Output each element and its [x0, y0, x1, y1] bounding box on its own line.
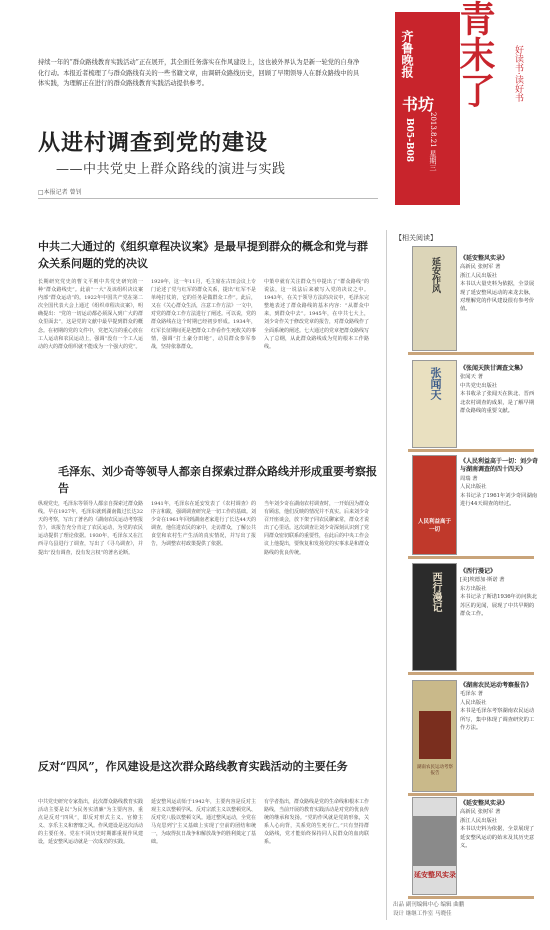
masthead-title: 青末了 — [454, 0, 496, 108]
book-title-1: 《延安整风实录》 — [460, 255, 509, 262]
book-author-2: 张闻天 著 — [460, 374, 483, 381]
shelf-3 — [408, 556, 534, 559]
section-heading-3: 反对“四风”，作风建设是这次群众路线教育实践活动的主要任务 — [38, 760, 348, 773]
book-cover-5-title: 湖南农民运动考察报告 — [417, 765, 453, 776]
book-info-2 — [460, 365, 538, 415]
intro-paragraph: 持续一年的“群众路线教育实践活动”正在展开，其全面任务落实在作风建设上，这也被外界认为是新一轮党的自身净化行动。本报近者梳理了与群众路线有关的一些书籍文章，由调研众路线历史，回顾了早期领导人在群众路线中的具体实践，为理解正在进行的群众路线教育实践活动提供参考。 — [38, 59, 360, 88]
section-2-column-3: 当年刘少奇在湖南农村调查时，一开始因为群众有顾虑，他们反映的情况并不真实。后来刘少奇召开座谈会，放下架子同农民聊家常，群众才说出了心里话。这次调查让刘少奇深刻认识到了党同群众密切联系的重要性，在此后的中央工作会议上他提出，要恢复和发扬党的实事求是和群众路线的优良传统。 — [264, 501, 369, 556]
book-title-6: 《延安整风实录》 — [460, 800, 509, 807]
book-author-6: 高新民 张树军 著 — [460, 809, 501, 816]
section-3-column-2: 延安整风运动始于1942年，主要内容是反对主观主义以整顿学风、反对宗派主义以整顿党风、反对党八股以整顿文风。通过整风运动，全党在马克思列宁主义基础上实现了空前的团结和统一，为取得抗日战争和解放战争的胜利奠定了基础。 — [151, 799, 256, 846]
book-info-6 — [460, 800, 538, 850]
masthead-title-box — [454, 0, 510, 108]
book-cover-4[interactable] — [412, 563, 457, 671]
masthead-tagline: 好读书·读好书 — [513, 45, 523, 102]
book-cover-3[interactable] — [412, 455, 457, 555]
shelf-5 — [408, 793, 534, 796]
book-title-2: 《张闻天陕甘调查文集》 — [460, 365, 527, 372]
book-info-5 — [460, 682, 538, 732]
footer-editor: 出品 副刊编辑中心 编辑 曲鹏 — [393, 902, 465, 908]
masthead-date: 2013.8.21 星期三 — [429, 112, 437, 171]
section-3-column-1: 中共党史研究专家指出，此次群众路线教育实践活动主要是以“为民务实清廉”为主要内容，重点是反对“四风”，即反对形式主义、官僚主义、享乐主义和奢靡之风。作风建设是这次活动的主要任务。党在不同历史时期都重视作风建设，延安整风运动就是一次成功的实践。 — [38, 799, 143, 846]
footer-design: 设计 继继工作室 马晓佳 — [393, 911, 452, 917]
book-desc-3: 本书记录了1961年刘少奇回湖南进行44天调查的经过。 — [460, 492, 538, 508]
book-cover-6-title: 延安整风实录 — [414, 870, 456, 879]
book-info-4 — [460, 568, 538, 618]
section-3-column-3: 有学者指出，群众路线是党的生命线和根本工作路线，当前开展的教育实践活动是对党的优良传统的继承和发扬。“党的作风就是党的形象，关系人心向背，关系党的生死存亡。”只有坚持群众路线，党才能始终保持同人民群众的血肉联系。 — [264, 799, 369, 846]
book-publisher-1: 浙江人民出版社 — [460, 272, 498, 279]
book-cover-3-title: 人民利益高于一切 — [417, 519, 451, 533]
book-cover-6[interactable] — [412, 797, 457, 895]
book-publisher-3: 人民出版社 — [460, 484, 487, 491]
book-desc-2: 本书收录了张闻天在陕北、晋西北农村调查的成果，是了解早期群众路线的重要文献。 — [460, 391, 535, 415]
book-desc-5: 本书是毛泽东考察湖南农民运动所写，集中体现了调查研究的工作方法。 — [460, 708, 535, 732]
section-1-column-1: 长期研究党史的曹文平则中共党史研究的一种“群众路线史”。此前“一大”及该组织决议案内部“群众运动”的。1922年中国共产党在第二次全国代表大会上通过《组织章程决议案》，明确提出：“党的一切运动都必须深入到广大的群众里面去”，这是党的文献中最早提到群众的概念。在初期的党的文件中，党把关注的重心放在工人运动和农民运动上，强调“没有一个工人运动的大的群众组织就不能成为一个强大的党”。 — [38, 279, 143, 350]
masthead-pages: B05-B08 — [404, 118, 414, 162]
related-reading-label: 【相关阅读】 — [395, 234, 437, 242]
book-desc-4: 本书记录了斯诺1936年访问陕北苏区的见闻，展现了中共早期的群众工作。 — [460, 594, 538, 618]
section-2-column-1: 纵观党史，毛泽东等领导人都亲自探索过群众路线。早在1927年，毛泽东就到湖南做过长达32天的考察，写出了著名的《湖南农民运动考察报告》，该报告充分肯定了农民运动，为党的农民运动提供了理论依据。1930年，毛泽东又在江西寻乌县进行了调查，写出了《寻乌调查》，并提出“没有调查，没有发言权”的著名论断。 — [38, 501, 143, 556]
book-cover-5[interactable] — [412, 680, 457, 792]
shelf-4 — [408, 672, 534, 675]
book-cover-4-title: 西行漫记 — [430, 572, 441, 612]
section-1-column-3: 中策中就有关注群众当中提出了“群众路线”的说法，这一说法后来被写入党的决议之中。1943年，在关于领导方法的决议中，毛泽东完整地表述了群众路线的基本内容：“从群众中来，到群众中去”。1945年，在中共七大上，刘少奇作关于修改党章的报告，对群众路线作了全面系统的阐述。七大通过的党章把群众路线写入了总纲，从此群众路线成为党的根本工作路线。 — [264, 279, 369, 350]
book-cover-2-title: 张闻天 — [429, 367, 442, 400]
book-publisher-5: 人民出版社 — [460, 699, 487, 706]
book-title-4: 《西行漫记》 — [460, 568, 497, 575]
book-cover-1[interactable] — [412, 246, 457, 351]
book-desc-1: 本书以大量史料为依据，全景展现了延安整风运动的来龙去脉，对理解党的作风建设很有参考价值。 — [460, 281, 535, 313]
shelf-6 — [408, 896, 534, 899]
section-2-column-2: 1941年，毛泽东在延安发表了《农村调查》的序言和跋，强调调查研究是一切工作的基础。刘少奇在1961年回到湖南老家进行了长达44天的调查，他住进农民的家中，走访群众，了解公共食堂和农村生产生活的真实情况，并写出了报告，为调整农村政策提供了依据。 — [151, 501, 256, 548]
page-headline: 从进村调查到党的建设 — [38, 130, 269, 156]
shelf-1 — [408, 352, 534, 355]
book-info-1 — [460, 255, 538, 314]
divider — [38, 198, 378, 199]
book-publisher-2: 中共党史出版社 — [460, 382, 498, 389]
book-author-3: 周瑞 著 — [460, 475, 478, 482]
book-author-4: [美]埃德加·斯诺 著 — [460, 577, 505, 584]
book-cover-2[interactable] — [412, 360, 457, 448]
column-divider — [386, 230, 387, 920]
byline: □本报记者 曾钊 — [38, 189, 82, 196]
page-subheadline: ——中共党史上群众路线的演进与实践 — [56, 162, 286, 177]
section-heading-2: 毛泽东、刘少奇等领导人都亲自探索过群众路线并形成重要考察报告 — [58, 465, 377, 495]
book-publisher-6: 浙江人民出版社 — [460, 817, 498, 824]
book-title-5: 《湖南农民运动考察报告》 — [460, 682, 533, 689]
book-cover-1-title: 延安作风 — [430, 257, 440, 293]
section-heading-1: 中共二大通过的《组织章程决议案》是最早提到群众的概念和党与群众关系问题的党的决议 — [38, 240, 368, 270]
book-cover-6-image — [413, 816, 456, 866]
section-1-column-2: 1929年，这一年11月，毛主席在古田会议上专门论述了党与红军的群众关系，提出“红军不是单纯打仗的，它的任务是做群众工作”。此后，又在《关心群众生活，注意工作方法》一文中，对党的群众工作方法进行了阐述。可以说，党的群众路线在这个时期已经初步形成。1934年，红军长征期间更是把群众工作看作生死攸关的事情，强调“打土豪分田地”，动员群众参军参战，坚持依靠群众。 — [151, 279, 256, 350]
masthead-section: 书坊 — [402, 95, 435, 114]
masthead-paper-name: 齐鲁晚报 — [400, 30, 414, 78]
book-author-1: 高新民 张树军 著 — [460, 264, 501, 271]
book-author-5: 毛泽东 著 — [460, 691, 483, 698]
book-info-3 — [460, 458, 538, 508]
book-cover-5-image — [419, 711, 451, 759]
book-desc-6: 本书以史料为依据，全景展现了延安整风运动的始末及其历史意义。 — [460, 826, 535, 850]
page-footer — [393, 901, 543, 919]
shelf-2 — [408, 449, 534, 452]
book-title-3: 《人民利益高于一切：刘少奇与湖南调查的四十四天》 — [460, 458, 539, 474]
book-publisher-4: 东方出版社 — [460, 585, 487, 592]
